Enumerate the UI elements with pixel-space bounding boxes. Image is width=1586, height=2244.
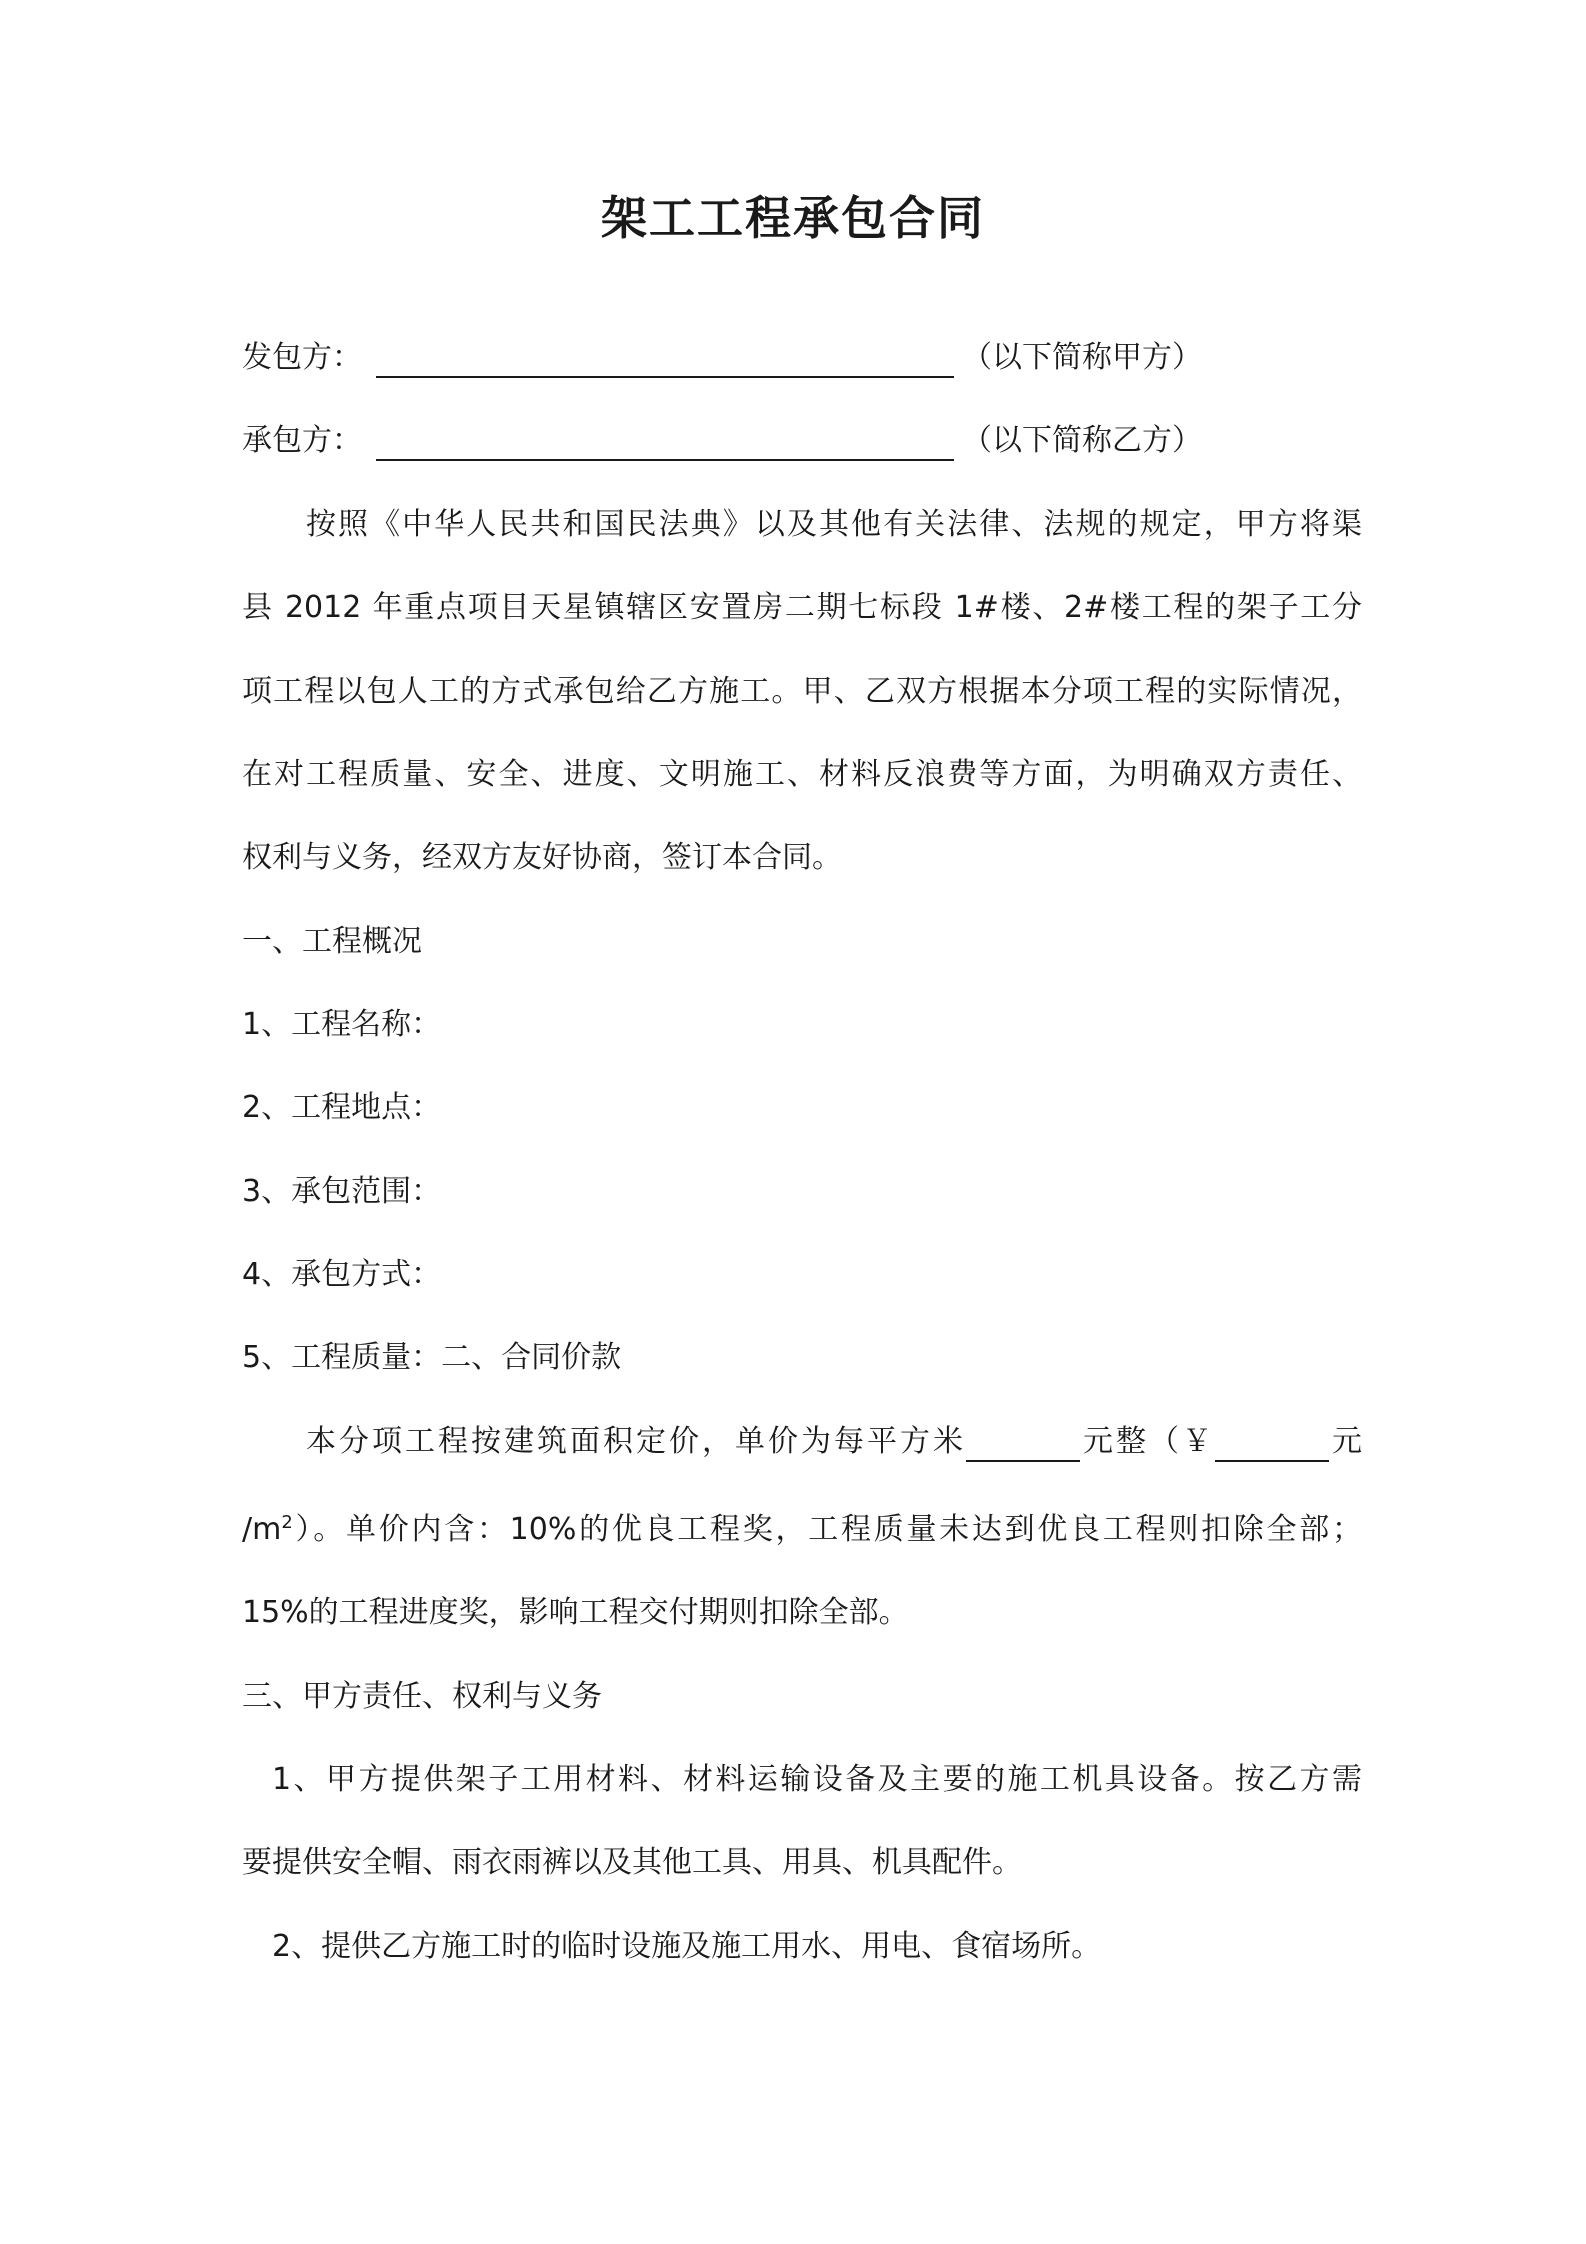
price-line-2 [242, 1510, 1362, 1550]
party-b-label: 承包方： [242, 423, 362, 458]
section-1-item-5: 5、工程质量：二、合同价款 [242, 1340, 622, 1375]
party-b-suffix: （以下简称乙方） [962, 423, 1202, 458]
price-text-3: 元 [1329, 1424, 1362, 1459]
section-1-item-4: 4、承包方式： [242, 1257, 442, 1292]
price-line-3: 15%的工程进度奖，影响工程交付期则扣除全部。 [242, 1595, 909, 1630]
section-1-item-3: 3、承包范围： [242, 1174, 442, 1209]
intro-line-1: 按照《中华人民共和国民法典》以及其他有关法律、法规的规定，甲方将渠 [306, 507, 1362, 542]
party-b-line [242, 421, 1362, 461]
intro-line-4: 在对工程质量、安全、进度、文明施工、材料反浪费等方面，为明确双方责任、 [242, 757, 1362, 792]
intro-line-5: 权利与义务，经双方友好协商，签订本合同。 [242, 840, 842, 875]
party-a-suffix: （以下简称甲方） [962, 340, 1202, 375]
intro-line-2: 县 2012 年重点项目天星镇辖区安置房二期七标段 1#楼、2#楼工程的架子工分 [242, 590, 1362, 625]
price-text-2: 元整（￥ [1080, 1424, 1215, 1459]
party-a-line [242, 338, 1362, 378]
price-line-1 [242, 1422, 1362, 1462]
party-b-blank [376, 425, 954, 461]
section-1-item-1: 1、工程名称： [242, 1007, 442, 1042]
document-title: 架工工程承包合同 [601, 191, 985, 245]
price-line-2-text: ）。单价内含：10%的优良工程奖，工程质量未达到优良工程则扣除全部； [292, 1512, 1362, 1547]
unit-price-blank [966, 1426, 1080, 1462]
unit-price-number-blank [1215, 1426, 1329, 1462]
price-unit-superscript: 2 [281, 1512, 293, 1533]
section-1-item-2: 2、工程地点： [242, 1090, 442, 1125]
section-3-heading: 三、甲方责任、权利与义务 [242, 1679, 602, 1714]
party-a-label: 发包方： [242, 340, 362, 375]
intro-line-3: 项工程以包人工的方式承包给乙方施工。甲、乙双方根据本分项工程的实际情况， [242, 674, 1362, 709]
party-a-blank [376, 342, 954, 378]
section-3-line-3: 2、提供乙方施工时的临时设施及施工用水、用电、食宿场所。 [272, 1929, 1102, 1964]
section-3-line-1: 1、甲方提供架子工用材料、材料运输设备及主要的施工机具设备。按乙方需 [272, 1762, 1362, 1797]
section-3-line-2: 要提供安全帽、雨衣雨裤以及其他工具、用具、机具配件。 [242, 1845, 1022, 1880]
price-text-1: 本分项工程按建筑面积定价，单价为每平方米 [306, 1424, 966, 1459]
price-unit: /m [242, 1512, 282, 1547]
section-1-heading: 一、工程概况 [242, 924, 422, 959]
